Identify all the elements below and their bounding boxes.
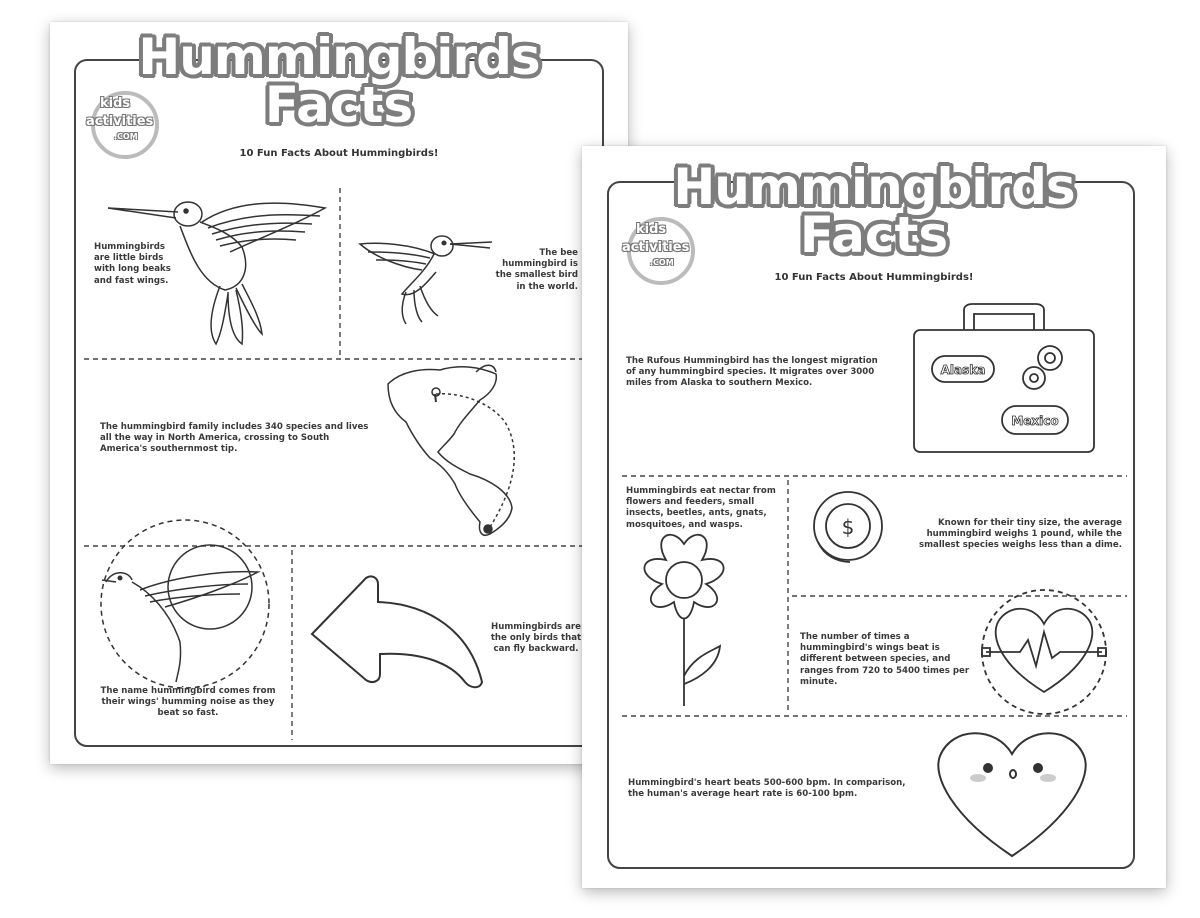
logo-line3: .COM (650, 258, 674, 267)
fact-rufous-migration: The Rufous Hummingbird has the longest migration of any hummingbird species. It migrates over 3000 miles from Alaska to southern Mexico. (626, 356, 878, 389)
logo-line1: kids (636, 222, 667, 237)
suitcase-icon (914, 304, 1094, 452)
fact-tiny-size: Known for their tiny size, the average hummingbird weighs 1 pound, while the smallest species weighs less than a dime. (918, 518, 1122, 551)
right-title-line1: Hummingbirds (673, 158, 1075, 216)
americas-map-icon (388, 365, 514, 535)
fact-bee-hummingbird: The bee hummingbird is the smallest bird in the world. (495, 248, 578, 292)
worksheet-page-right (582, 146, 1166, 888)
fact-nectar-diet: Hummingbirds eat nectar from flowers and feeders, small insects, beetles, ants, gnats, mosquitoes, and wasps. (626, 486, 776, 530)
hummingbird-wings-icon (101, 520, 269, 688)
left-title-line2: Facts (264, 76, 414, 134)
fact-fly-backward: Hummingbirds are the only birds that can fly backward. (490, 622, 582, 655)
flower-icon (644, 535, 723, 706)
logo-line1: kids (100, 96, 131, 111)
coin-symbol: $ (841, 515, 855, 539)
sticker-mexico: Mexico (1011, 414, 1059, 428)
sticker-alaska: Alaska (940, 363, 986, 377)
right-subtitle: 10 Fun Facts About Hummingbirds! (774, 272, 974, 283)
fact-name-origin: The name hummingbird comes from their wings' humming noise as they beat so fast. (100, 686, 276, 719)
logo-line2: activities (86, 114, 154, 129)
worksheet-page-left (50, 22, 628, 764)
bee-hummingbird-icon (360, 236, 492, 324)
left-subtitle: 10 Fun Facts About Hummingbirds! (239, 148, 439, 159)
fact-species-range: The hummingbird family includes 340 species and lives all the way in North America, crossing to South America's southernmost tip. (100, 422, 369, 455)
right-title-line2: Facts (799, 206, 949, 264)
fact-heart-rate: Hummingbird's heart beats 500-600 bpm. In comparison, the human's average heart rate is 60-100 bpm. (628, 778, 906, 800)
backward-arrow-icon (312, 576, 482, 687)
fact-little-birds: Hummingbirds are little birds with long beaks and fast wings. (94, 242, 171, 286)
heartbeat-icon (982, 590, 1106, 714)
logo-line2: activities (622, 240, 690, 255)
smiling-heart-icon (938, 733, 1085, 856)
logo-line3: .COM (114, 132, 138, 141)
fact-wing-beats: The number of times a hummingbird's wings beat is different between species, and ranges from 720 to 5400 times per minute. (800, 632, 970, 687)
left-title-line1: Hummingbirds (138, 28, 540, 86)
